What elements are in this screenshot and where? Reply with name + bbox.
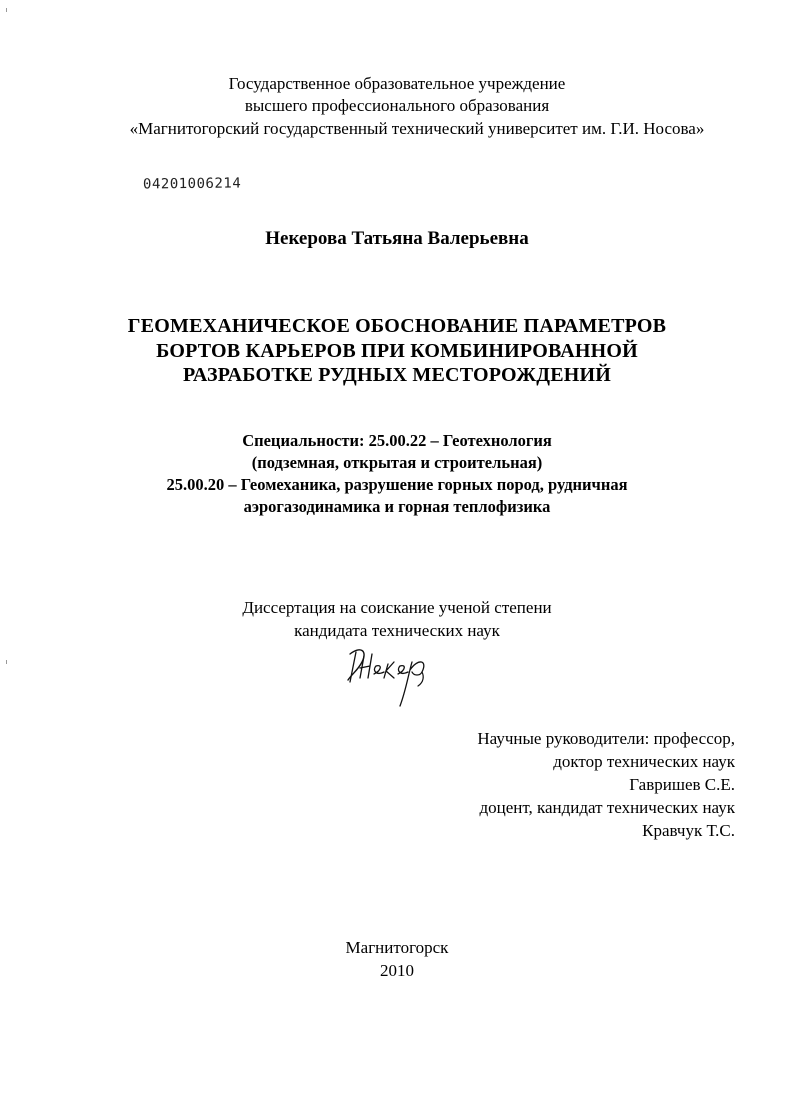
supervisor-name-2: Кравчук Т.С. xyxy=(642,821,735,840)
specialty-line-2: (подземная, открытая и строительная) xyxy=(251,453,543,472)
scan-mark xyxy=(6,660,7,664)
title-line-1: ГЕОМЕХАНИЧЕСКОЕ ОБОСНОВАНИЕ ПАРАМЕТРОВ xyxy=(127,315,667,337)
supervisors-line-1: Научные руководители: профессор, xyxy=(477,729,735,748)
supervisor-name-1: Гавришев С.Е. xyxy=(629,775,735,794)
supervisors-line-2: доктор технических наук xyxy=(553,752,735,771)
institution-line-3: «Магнитогорский государственный технический университет им. Г.И. Носова» xyxy=(129,119,705,138)
title-line-2: БОРТОВ КАРЬЕРОВ ПРИ КОМБИНИРОВАННОЙ xyxy=(156,340,638,362)
institution-line-1: Государственное образовательное учреждение xyxy=(228,74,566,93)
city: Магнитогорск xyxy=(345,938,449,957)
library-number-stamp: 04201006214 xyxy=(142,175,242,193)
degree-line-1: Диссертация на соискание ученой степени xyxy=(242,598,552,617)
supervisors-line-4: доцент, кандидат технических наук xyxy=(479,798,735,817)
year: 2010 xyxy=(380,961,414,980)
scan-mark xyxy=(6,8,7,12)
author-signature xyxy=(338,640,438,710)
institution-line-2: высшего профессионального образования xyxy=(244,96,550,115)
author-name: Некерова Татьяна Валерьевна xyxy=(265,228,529,249)
specialty-line-4: аэрогазодинамика и горная теплофизика xyxy=(243,497,551,516)
degree-line-2: кандидата технических наук xyxy=(294,621,500,640)
specialty-line-1: Специальности: 25.00.22 – Геотехнология xyxy=(242,431,552,450)
title-line-3: РАЗРАБОТКЕ РУДНЫХ МЕСТОРОЖДЕНИЙ xyxy=(182,364,612,386)
specialty-line-3: 25.00.20 – Геомеханика, разрушение горных пород, рудничная xyxy=(166,475,628,494)
